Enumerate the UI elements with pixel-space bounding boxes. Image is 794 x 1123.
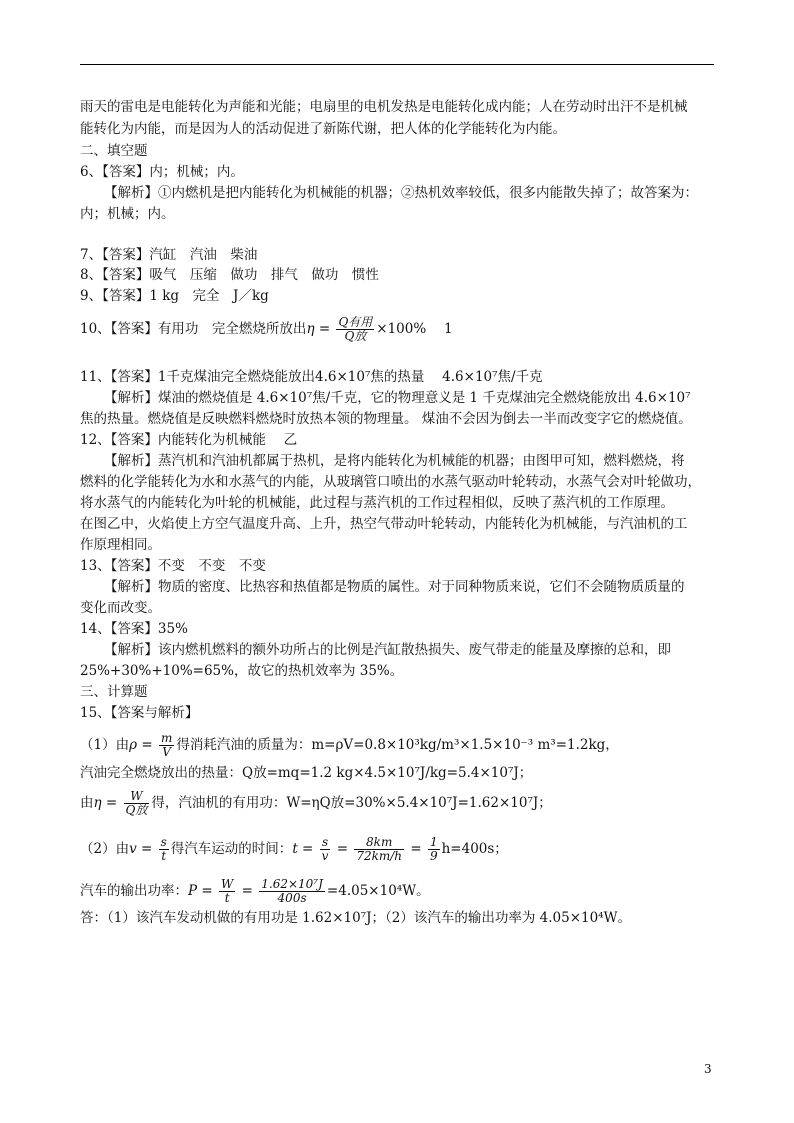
- fraction-denominator: Q放: [344, 329, 367, 343]
- section-heading: 二、填空题: [80, 143, 148, 159]
- eta-symbol: η: [306, 321, 315, 337]
- answer-8: 8、【答案】吸气 压缩 做功 排气 做功 惯性: [80, 267, 379, 283]
- answer-9: 9、【答案】1 kg 完全 J／kg: [80, 288, 269, 304]
- analysis-12-cont: 燃料的化学能转化为水和水蒸气的内能，从玻璃管口喷出的水蒸气驱动叶轮转动，水蒸气会对叶轮做功，: [80, 474, 701, 490]
- calc-text: （2）由: [80, 841, 130, 857]
- calc-text: （1）由: [80, 737, 130, 753]
- density-fraction: [159, 732, 174, 759]
- fraction-denominator: 72km/h: [356, 849, 403, 863]
- equals: =: [332, 841, 353, 857]
- answer-10-text: 10、【答案】有用功 完全燃烧所放出: [80, 321, 307, 337]
- section-heading: 三、计算题: [80, 684, 148, 700]
- fraction-denominator: 400s: [277, 891, 307, 905]
- answer-12: 12、【答案】内能转化为机械能 乙: [80, 432, 298, 448]
- analysis-12-cont: 将水蒸气的内能转化为叶轮的机械能，此过程与蒸汽机的工作过程相似，反映了蒸汽机的工作原理。: [80, 495, 674, 511]
- fraction-denominator: Q放: [125, 803, 148, 817]
- page-number: 3: [704, 1062, 712, 1076]
- header-rule: [80, 64, 714, 65]
- efficiency-fraction: [124, 790, 150, 817]
- analysis-11: 【解析】煤油的燃烧值是 4.6×10⁷焦/千克，它的物理意义是 1 千克煤油完全燃烧能放出 4.6×10⁷: [104, 390, 691, 406]
- calc-step-3: [80, 790, 552, 817]
- analysis-6-cont: 内；机械；内。: [80, 206, 175, 222]
- fraction-numerator: m: [160, 731, 173, 745]
- fraction-numerator: Q有用: [338, 315, 373, 329]
- equals: =: [406, 841, 426, 857]
- analysis-13: 【解析】物质的密度、比热容和热值都是物质的属性。对于同种物质来说，它们不会随物质质量的: [104, 579, 685, 595]
- fraction-denominator: t: [224, 891, 230, 905]
- analysis-14: 【解析】该内燃机燃料的额外功所占的比例是汽缸散热损失、废气带走的能量及摩擦的总和，即: [104, 642, 671, 658]
- equals: =: [314, 321, 335, 337]
- calc-text: 得消耗汽油的质量为：m=ρV=0.8×10³kg/m³×1.5×10⁻³ m³=1.2kg，: [176, 737, 619, 753]
- analysis-12-cont: 作原理相同。: [80, 537, 161, 553]
- final-answer: 答：（1）该汽车发动机做的有用功是 1.62×10⁷J；（2）该汽车的输出功率为 4.05×10⁴W。: [80, 910, 631, 926]
- text-line: 雨天的雷电是电能转化为声能和光能；电扇里的电机发热是电能转化成内能；人在劳动时出汗不是机械: [80, 99, 688, 115]
- equals: =: [297, 841, 318, 857]
- calc-text: 得汽车运动的时间：: [170, 841, 293, 857]
- analysis-14-cont: 25%+30%+10%=65%，故它的热机效率为 35%。: [80, 663, 404, 679]
- equals: =: [237, 883, 258, 899]
- calc-step-1: [80, 732, 619, 759]
- time-value-fraction: [354, 836, 404, 863]
- answer-10: [80, 316, 453, 343]
- fraction-denominator: 9: [429, 849, 438, 863]
- speed-fraction: [159, 836, 169, 863]
- ninth-fraction: [428, 836, 440, 863]
- answer-6: 6、【答案】内；机械；内。: [80, 164, 244, 180]
- calc-step-2: 汽油完全燃烧放出的热量：Q放=mq=1.2 kg×4.5×10⁷J/kg=5.4×10⁷J；: [80, 765, 533, 781]
- equals: =: [136, 841, 157, 857]
- calc-text: =4.05×10⁴W。: [326, 883, 430, 899]
- fraction-numerator: W: [124, 790, 150, 804]
- fraction-denominator: t: [161, 849, 167, 863]
- fraction-numerator: 8km: [354, 836, 404, 850]
- answer-14: 14、【答案】35%: [80, 621, 188, 637]
- calc-text: 汽车的输出功率：: [80, 883, 188, 899]
- calc-step-4: [80, 836, 508, 863]
- p-symbol: P: [188, 883, 198, 899]
- analysis-12-cont: 在图乙中，火焰使上方空气温度升高、上升，热空气带动叶轮转动，内能转化为机械能，与汽油机的工: [80, 516, 688, 532]
- fraction-numerator: s: [320, 836, 331, 850]
- fraction-denominator: v: [321, 849, 329, 863]
- fraction-denominator: V: [162, 745, 171, 759]
- fraction-numerator: 1: [429, 835, 438, 849]
- calc-text: 由: [80, 795, 94, 811]
- v-symbol: v: [129, 841, 137, 857]
- power-value-fraction: [259, 878, 325, 905]
- analysis-11-cont: 焦的热量。燃烧值是反映燃料燃烧时放热本领的物理量。 煤油不会因为倒去一半而改变字它的燃烧值。: [80, 411, 692, 427]
- answer-7: 7、【答案】汽缸 汽油 柴油: [80, 247, 258, 263]
- rho-symbol: ρ: [129, 737, 138, 753]
- analysis-12: 【解析】蒸汽机和汽油机都属于热机，是将内能转化为机械能的机器；由图甲可知，燃料燃烧，将: [104, 453, 685, 469]
- eta-symbol: η: [93, 795, 102, 811]
- t-symbol: t: [292, 841, 298, 857]
- efficiency-fraction: [336, 316, 374, 343]
- answer-11: 11、【答案】1千克煤油完全燃烧能放出4.6×10⁷焦的热量 4.6×10⁷焦/千克: [80, 369, 543, 385]
- analysis-13-cont: 变化而改变。: [80, 600, 161, 616]
- fraction-numerator: 1.62×10⁷J: [261, 877, 323, 891]
- text-line: 能转化为内能，而是因为人的活动促进了新陈代谢，把人体的化学能转化为内能。: [80, 121, 566, 137]
- fraction-numerator: W: [221, 877, 234, 891]
- calc-text: 得，汽油机的有用功：W=ηQ放=30%×5.4×10⁷J=1.62×10⁷J；: [151, 795, 552, 811]
- answer-13: 13、【答案】不变 不变 不变: [80, 558, 266, 574]
- calc-text: h=400s；: [441, 841, 508, 857]
- power-fraction: [219, 878, 235, 905]
- calc-step-5: [80, 878, 430, 905]
- time-fraction: [320, 836, 331, 863]
- answer-15: 15、【答案与解析】: [80, 705, 199, 721]
- equals: =: [197, 883, 217, 899]
- analysis-6: 【解析】①内燃机是把内能转化为机械能的机器；②热机效率较低，很多内能散失掉了；故答案为：: [104, 185, 698, 201]
- equals: =: [137, 737, 157, 753]
- equals: =: [101, 795, 122, 811]
- answer-10-tail: ×100% 1: [376, 321, 453, 337]
- fraction-numerator: s: [160, 835, 167, 849]
